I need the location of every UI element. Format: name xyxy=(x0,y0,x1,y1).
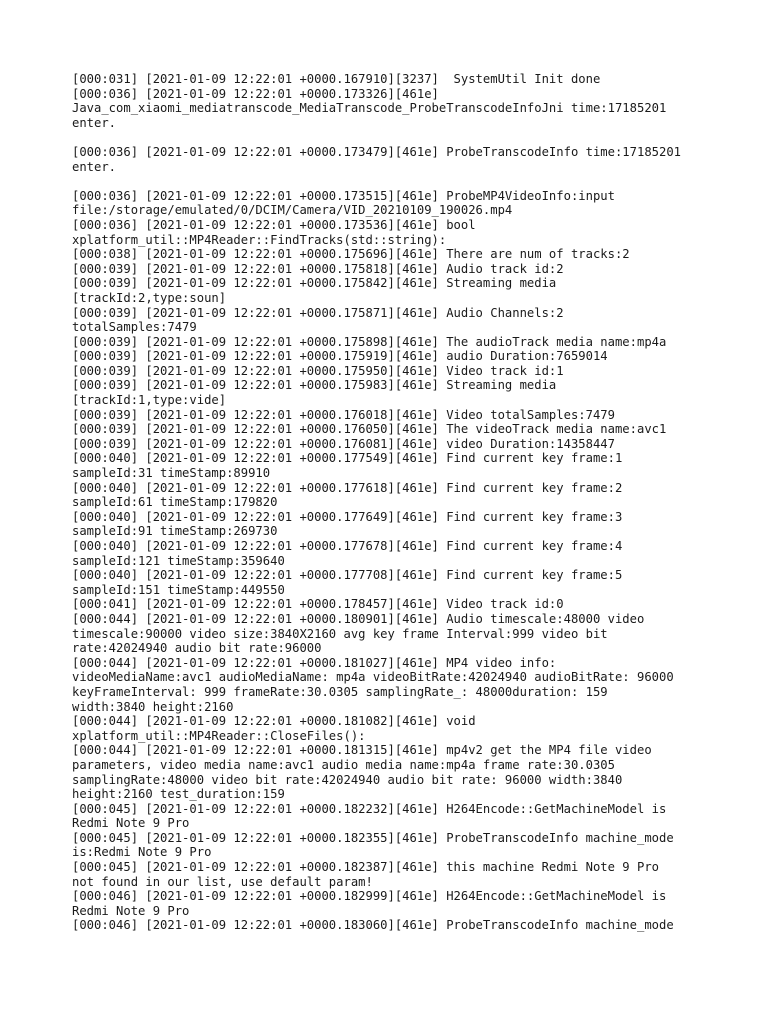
log-line: [000:039] [2021-01-09 12:22:01 +0000.176050][461e] The videoTrack media name:avc1 xyxy=(72,422,667,437)
log-line: sampleId:61 timeStamp:179820 xyxy=(72,495,278,510)
log-line: [000:039] [2021-01-09 12:22:01 +0000.175919][461e] audio Duration:7659014 xyxy=(72,349,608,364)
log-line: timescale:90000 video size:3840X2160 avg key frame Interval:999 video bit xyxy=(72,626,608,641)
log-line: [000:040] [2021-01-09 12:22:01 +0000.177708][461e] Find current key frame:5 xyxy=(72,568,623,583)
log-line: [000:039] [2021-01-09 12:22:01 +0000.176018][461e] Video totalSamples:7479 xyxy=(72,407,615,422)
log-line: [000:040] [2021-01-09 12:22:01 +0000.177549][461e] Find current key frame:1 xyxy=(72,451,623,466)
log-line: [000:046] [2021-01-09 12:22:01 +0000.182999][461e] H264Encode::GetMachineModel is xyxy=(72,889,667,904)
log-line: [trackId:2,type:soun] xyxy=(72,290,227,305)
log-line: totalSamples:7479 xyxy=(72,320,197,335)
log-line: samplingRate:48000 video bit rate:42024940 audio bit rate: 96000 width:3840 xyxy=(72,772,623,787)
log-line: [000:036] [2021-01-09 12:22:01 +0000.173479][461e] ProbeTranscodeInfo time:17185201 xyxy=(72,144,682,159)
log-line: videoMediaName:avc1 audioMediaName: mp4a videoBitRate:42024940 audioBitRate: 96000 xyxy=(72,670,674,685)
log-line: sampleId:121 timeStamp:359640 xyxy=(72,553,285,568)
log-line: [000:046] [2021-01-09 12:22:01 +0000.183060][461e] ProbeTranscodeInfo machine_mode xyxy=(72,918,674,933)
log-line: [000:045] [2021-01-09 12:22:01 +0000.182232][461e] H264Encode::GetMachineModel is xyxy=(72,801,667,816)
log-line: sampleId:151 timeStamp:449550 xyxy=(72,582,285,597)
log-line: [000:044] [2021-01-09 12:22:01 +0000.181082][461e] void xyxy=(72,714,476,729)
log-paragraph xyxy=(72,72,732,130)
log-line: not found in our list, use default param! xyxy=(72,874,373,889)
log-line: [000:036] [2021-01-09 12:22:01 +0000.173515][461e] ProbeMP4VideoInfo:input xyxy=(72,188,615,203)
log-line: enter. xyxy=(72,115,117,130)
log-line: [000:031] [2021-01-09 12:22:01 +0000.167910][3237] SystemUtil Init done xyxy=(72,72,601,86)
log-line: width:3840 height:2160 xyxy=(72,699,234,714)
log-line: [000:039] [2021-01-09 12:22:01 +0000.175898][461e] The audioTrack media name:mp4a xyxy=(72,334,667,349)
log-line: height:2160 test_duration:159 xyxy=(72,787,285,802)
log-line: [000:041] [2021-01-09 12:22:01 +0000.178457][461e] Video track id:0 xyxy=(72,597,564,612)
log-document xyxy=(72,72,732,933)
log-line: parameters, video media name:avc1 audio media name:mp4a frame rate:30.0305 xyxy=(72,757,615,772)
log-line: [000:038] [2021-01-09 12:22:01 +0000.175696][461e] There are num of tracks:2 xyxy=(72,247,630,262)
log-line: [000:040] [2021-01-09 12:22:01 +0000.177649][461e] Find current key frame:3 xyxy=(72,509,623,524)
log-line: [000:040] [2021-01-09 12:22:01 +0000.177678][461e] Find current key frame:4 xyxy=(72,539,623,553)
log-line: rate:42024940 audio bit rate:96000 xyxy=(72,641,322,656)
log-line: [000:045] [2021-01-09 12:22:01 +0000.182355][461e] ProbeTranscodeInfo machine_mode xyxy=(72,830,674,845)
log-paragraph xyxy=(72,145,732,174)
log-line: [000:039] [2021-01-09 12:22:01 +0000.176081][461e] video Duration:14358447 xyxy=(72,436,615,451)
log-line: [trackId:1,type:vide] xyxy=(72,393,227,408)
log-line: [000:039] [2021-01-09 12:22:01 +0000.175871][461e] Audio Channels:2 xyxy=(72,305,564,320)
log-line: [000:045] [2021-01-09 12:22:01 +0000.182387][461e] this machine Redmi Note 9 Pro xyxy=(72,860,659,875)
log-line: [000:044] [2021-01-09 12:22:01 +0000.181027][461e] MP4 video info: xyxy=(72,655,557,670)
log-line: sampleId:31 timeStamp:89910 xyxy=(72,466,271,481)
log-line: [000:036] [2021-01-09 12:22:01 +0000.173536][461e] bool xyxy=(72,217,476,232)
log-line: [000:044] [2021-01-09 12:22:01 +0000.181315][461e] mp4v2 get the MP4 file video xyxy=(72,743,652,758)
log-line: [000:036] [2021-01-09 12:22:01 +0000.173326][461e] xyxy=(72,86,439,101)
log-line: [000:039] [2021-01-09 12:22:01 +0000.175983][461e] Streaming media xyxy=(72,378,557,393)
log-line: [000:044] [2021-01-09 12:22:01 +0000.180901][461e] Audio timescale:48000 video xyxy=(72,611,645,626)
log-line: Redmi Note 9 Pro xyxy=(72,816,190,831)
log-line: [000:039] [2021-01-09 12:22:01 +0000.175950][461e] Video track id:1 xyxy=(72,363,564,378)
log-line: [000:040] [2021-01-09 12:22:01 +0000.177618][461e] Find current key frame:2 xyxy=(72,480,623,495)
log-line: keyFrameInterval: 999 frameRate:30.0305 samplingRate_: 48000duration: 159 xyxy=(72,684,608,699)
log-line: [000:039] [2021-01-09 12:22:01 +0000.175842][461e] Streaming media xyxy=(72,276,557,291)
log-line: enter. xyxy=(72,159,117,174)
log-line: Java_com_xiaomi_mediatranscode_MediaTranscode_ProbeTranscodeInfoJni time:17185201 xyxy=(72,101,667,116)
log-line: xplatform_util::MP4Reader::CloseFiles(): xyxy=(72,728,366,743)
log-line: [000:039] [2021-01-09 12:22:01 +0000.175818][461e] Audio track id:2 xyxy=(72,261,564,276)
log-line: is:Redmi Note 9 Pro xyxy=(72,845,212,860)
log-line: xplatform_util::MP4Reader::FindTracks(std::string): xyxy=(72,232,447,247)
log-line: file:/storage/emulated/0/DCIM/Camera/VID_20210109_190026.mp4 xyxy=(72,203,513,218)
log-line: Redmi Note 9 Pro xyxy=(72,903,190,918)
log-paragraph xyxy=(72,189,732,933)
log-line: sampleId:91 timeStamp:269730 xyxy=(72,524,278,539)
